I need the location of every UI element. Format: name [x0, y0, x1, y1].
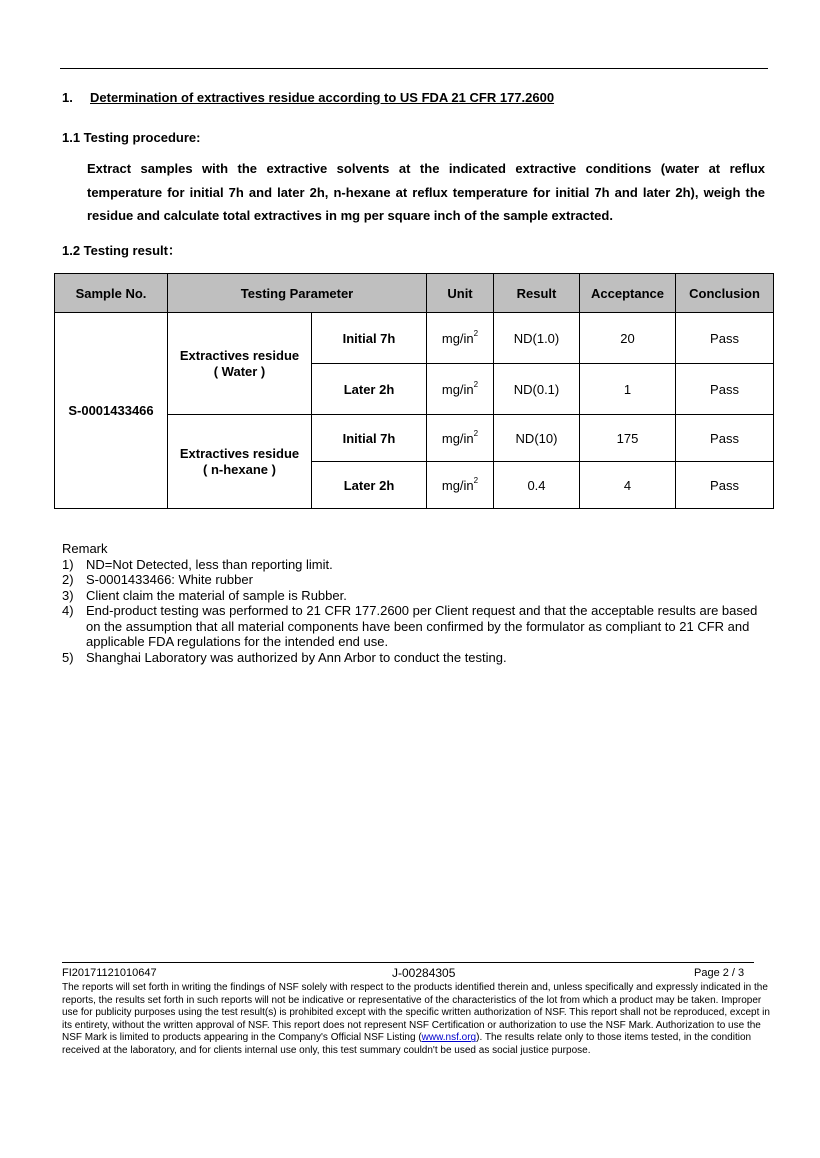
conclusion-cell: Pass	[676, 415, 774, 462]
col-result: Result	[494, 274, 580, 313]
table-row	[55, 313, 774, 364]
section-title-text: Determination of extractives residue according to US FDA 21 CFR 177.2600	[90, 90, 555, 105]
remark-list	[62, 557, 762, 666]
param-hexane-line2: ( n-hexane )	[203, 461, 276, 477]
conclusion-cell: Pass	[676, 462, 774, 509]
disclaimer-text-end: ). The results relate only to those items tested, in the condition received at the laboratory, and for clients internal use only, this test summary couldn't be used as social justice purpose.	[62, 1032, 752, 1056]
remark-text: S-0001433466: White rubber	[86, 572, 253, 587]
procedure-text: Extract samples with the extractive solvents at the indicated extractive conditions (water at reflux temperature for initial 7h and later 2h, n-hexane at reflux temperature for initial 7h and later 2h), weigh the residue and calculate total extractives in mg per square inch of the sample extracted.	[87, 161, 765, 223]
section-title	[62, 90, 554, 105]
param-hexane-line1: Extractives residue	[179, 445, 300, 461]
acceptance-cell: 175	[580, 415, 676, 462]
sample-number-cell: S-0001433466	[55, 313, 168, 509]
param-water-line1: Extractives residue	[179, 347, 300, 363]
footer-rule	[62, 962, 754, 963]
remark-number: 1)	[62, 556, 74, 572]
result-cell: ND(1.0)	[494, 313, 580, 364]
footer-job-id: J-00284305	[392, 966, 456, 980]
param-water-line2: ( Water )	[213, 363, 266, 379]
remark-text: Shanghai Laboratory was authorized by Ann Arbor to conduct the testing.	[86, 649, 507, 665]
param-water-cell	[168, 313, 312, 415]
unit-cell	[427, 364, 494, 415]
remark-number: 3)	[62, 587, 74, 603]
param-hexane-cell	[168, 415, 312, 509]
disclaimer-text: The reports will set forth in writing the findings of NSF solely with respect to the products identified therein and, unless specifically and expressly indicated in the reports, the results set forth in such reports will not be indicative or representative of the characteristics of the lot from which a product may be taken. Improper use for publicity purposes using the test result(s) is prohibited except with the specific written authorization of NSF. This report shall not be reproduced, except in its entirety, without the written approval of NSF. This report does not represent NSF Certification or authorization to use the NSF Mark. Authorization to use the NSF Mark is limited to products appearing in the Company's Official NSF Listing (	[62, 982, 770, 1044]
remark-text: ND=Not Detected, less than reporting limit.	[86, 556, 333, 572]
remark-text: End-product testing was performed to 21 CFR 177.2600 per Client request and that the acceptable results are based on the assumption that all material components have been confirmed by the formulator as compliant to 21 CFR and applicable FDA regulations for the intended end use.	[86, 603, 758, 649]
remark-number: 5)	[62, 649, 74, 665]
result-cell: ND(0.1)	[494, 364, 580, 415]
results-table	[54, 273, 774, 509]
footer-report-id: FI20171121010647	[62, 967, 157, 979]
unit-text: mg/in	[441, 381, 474, 397]
col-sample-no: Sample No.	[55, 274, 168, 313]
condition-cell: Later 2h	[312, 364, 427, 415]
unit-text: mg/in	[441, 330, 474, 346]
remark-section	[62, 541, 762, 665]
acceptance-cell: 4	[580, 462, 676, 509]
condition-cell: Initial 7h	[312, 313, 427, 364]
unit-superscript: 2	[473, 475, 479, 485]
section-number: 1.	[62, 90, 73, 105]
unit-text: mg/in	[441, 477, 474, 493]
table-header-row	[55, 274, 774, 313]
conclusion-cell: Pass	[676, 313, 774, 364]
result-cell: 0.4	[494, 462, 580, 509]
remark-number: 2)	[62, 572, 74, 587]
unit-cell	[427, 415, 494, 462]
unit-superscript: 2	[473, 428, 479, 438]
procedure-heading: 1.1 Testing procedure:	[62, 130, 201, 145]
unit-cell	[427, 313, 494, 364]
col-testing-parameter: Testing Parameter	[168, 274, 427, 313]
col-conclusion: Conclusion	[676, 274, 774, 313]
acceptance-cell: 1	[580, 364, 676, 415]
result-heading: 1.2 Testing result：	[62, 243, 181, 258]
unit-text: mg/in	[441, 430, 474, 446]
footer-page-number: Page 2 / 3	[694, 967, 745, 979]
list-item	[62, 557, 762, 573]
condition-cell: Later 2h	[312, 462, 427, 509]
unit-superscript: 2	[473, 379, 479, 389]
condition-cell: Initial 7h	[312, 415, 427, 462]
conclusion-cell: Pass	[676, 364, 774, 415]
list-item	[62, 572, 762, 588]
list-item	[62, 588, 762, 604]
nsf-website-link[interactable]: www.nsf.org	[421, 1032, 477, 1044]
result-cell: ND(10)	[494, 415, 580, 462]
header-rule	[60, 68, 768, 69]
unit-cell	[427, 462, 494, 509]
list-item	[62, 603, 762, 650]
unit-superscript: 2	[473, 328, 479, 338]
remark-title: Remark	[62, 541, 108, 556]
col-acceptance: Acceptance	[580, 274, 676, 313]
remark-number: 4)	[62, 603, 74, 618]
acceptance-cell: 20	[580, 313, 676, 364]
remark-text: Client claim the material of sample is Rubber.	[86, 587, 347, 603]
list-item	[62, 650, 762, 666]
col-unit: Unit	[427, 274, 494, 313]
footer-disclaimer	[62, 982, 770, 1058]
